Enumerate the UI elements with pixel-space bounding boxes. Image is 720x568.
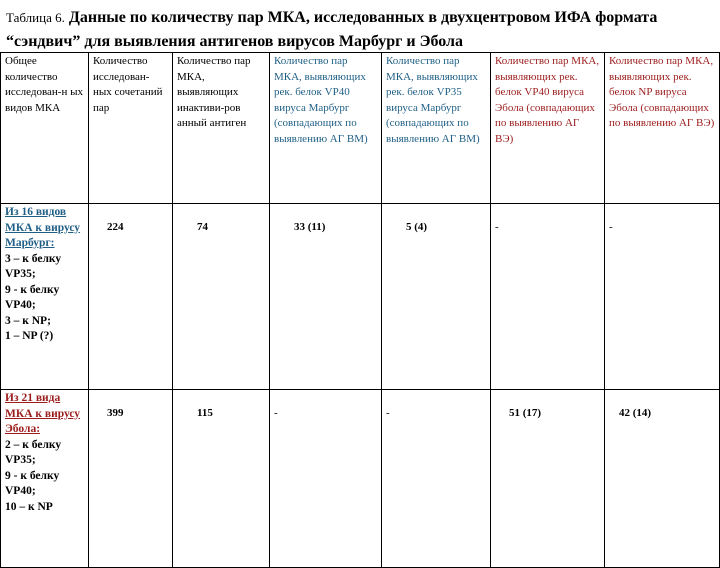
header-cell-ebola-vp40: Количество пар МКА, выявляющих рек. белок VP40 вируса Эбола (совпадающих по выявлению АГ ВЭ) bbox=[491, 53, 605, 204]
value-cell: 74 bbox=[173, 204, 270, 390]
group-line: 2 – к белку VP35; bbox=[5, 438, 62, 466]
header-cell-marburg-vp35: Количество пар МКА, выявляющих рек. белок VP35 вируса Марбург (совпадающих по выявлению АГ ВМ) bbox=[382, 53, 491, 204]
value-cell: 42 (14) bbox=[605, 390, 720, 568]
value-cell: - bbox=[605, 204, 720, 390]
value-cell: 33 (11) bbox=[270, 204, 382, 390]
value-cell: - bbox=[382, 390, 491, 568]
value-cell: 224 bbox=[89, 204, 173, 390]
value-cell: - bbox=[491, 204, 605, 390]
table-row-ebola bbox=[1, 390, 720, 568]
group-line: 1 – NP (?) bbox=[5, 330, 54, 342]
group-cell-marburg bbox=[1, 204, 89, 390]
group-line: 9 - к белку VP40; bbox=[5, 469, 60, 497]
header-cell-combinations: Количество исследован-ных сочетаний пар bbox=[89, 53, 173, 204]
group-title-ebola: Из 21 вида МКА к вирусу Эбола: bbox=[5, 392, 81, 435]
data-table bbox=[0, 52, 720, 568]
caption-title: Данные по количеству пар МКА, исследованных в двухцентровом ИФА формата “сэндвич” для выявления антигенов вирусов Марбург и Эбола bbox=[6, 9, 658, 50]
value-cell: 115 bbox=[173, 390, 270, 568]
table-row-marburg bbox=[1, 204, 720, 390]
group-cell-ebola bbox=[1, 390, 89, 568]
group-title-marburg: Из 16 видов МКА к вирусу Марбург: bbox=[5, 206, 81, 249]
group-line: 3 – к белку VP35; bbox=[5, 252, 62, 280]
value-cell: 5 (4) bbox=[382, 204, 491, 390]
header-cell-inactivated: Количество пар МКА, выявляющих инактиви-ров анный антиген bbox=[173, 53, 270, 204]
value-cell: 51 (17) bbox=[491, 390, 605, 568]
group-line: 10 – к NP bbox=[5, 500, 53, 513]
caption-lead: Таблица 6. bbox=[6, 10, 65, 25]
header-cell-species: Общее количество исследован-н ых видов МКА bbox=[1, 53, 89, 204]
group-line: 3 – к NP; bbox=[5, 314, 51, 327]
header-cell-ebola-np: Количество пар МКА, выявляющих рек. белок NP вируса Эбола (совпадающих по выявлению АГ ВЭ) bbox=[605, 53, 720, 204]
table-caption bbox=[6, 6, 706, 54]
value-cell: 399 bbox=[89, 390, 173, 568]
header-row bbox=[1, 53, 720, 204]
group-line: 9 - к белку VP40; bbox=[5, 283, 60, 311]
value-cell: - bbox=[270, 390, 382, 568]
header-cell-marburg-vp40: Количество пар МКА, выявляющих рек. белок VP40 вируса Марбург (совпадающих по выявлению АГ ВМ) bbox=[270, 53, 382, 204]
